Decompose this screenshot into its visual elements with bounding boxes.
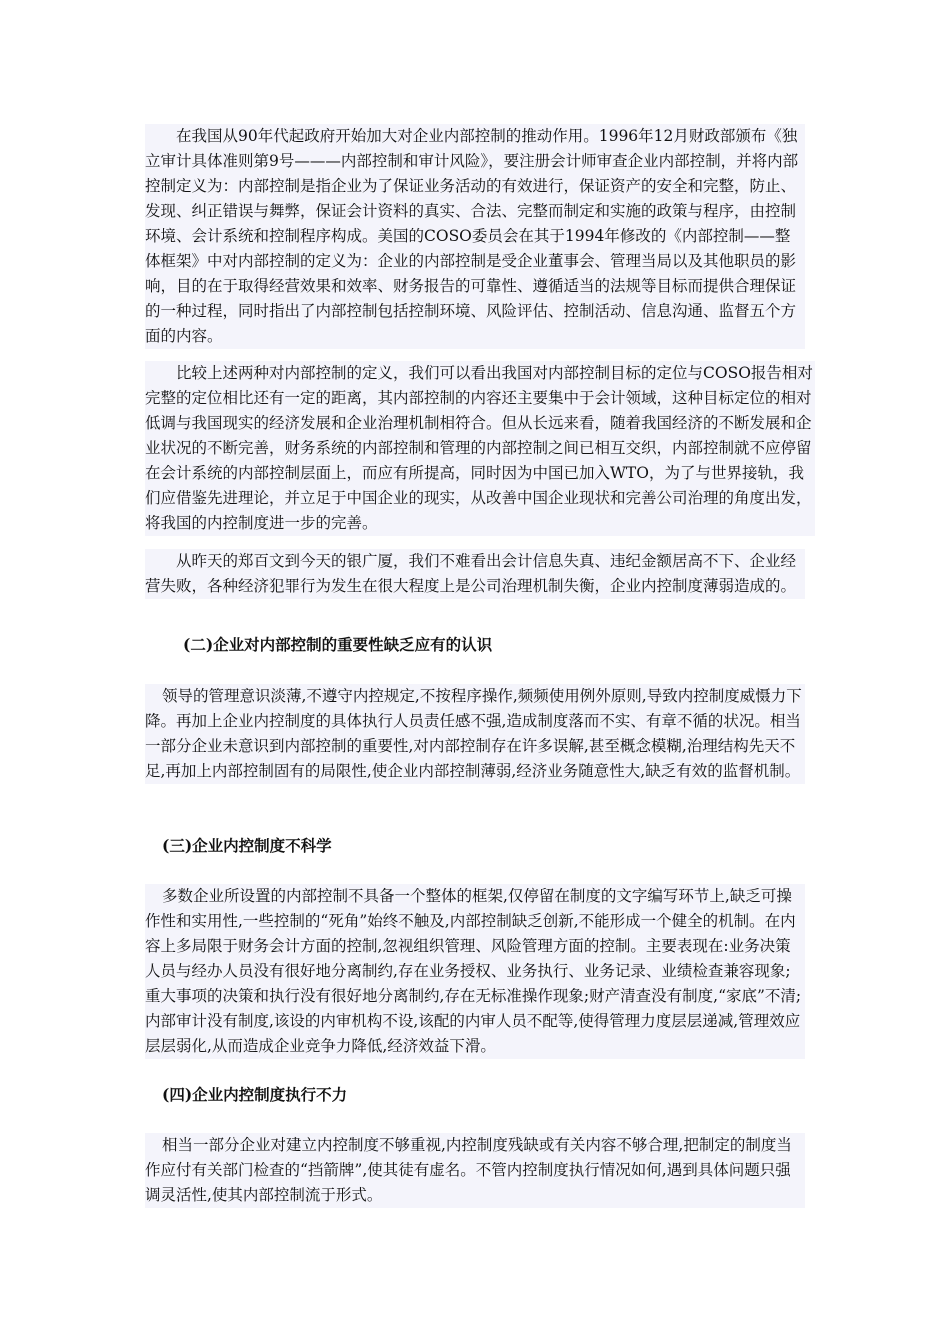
- section-heading-2: (二)企业对内部控制的重要性缺乏应有的认识: [183, 635, 493, 654]
- paragraph-1: 在我国从90年代起政府开始加大对企业内部控制的推动作用。1996年12月财政部颁布《独立审计具体准则第9号———内部控制和审计风险》，要注册会计师审查企业内部控制，并将内部控制定义为：内部控制是指企业为了保证业务活动的有效进行，保证资产的安全和完整，防止、发现、纠正错误与舞弊，保证会计资料的真实、合法、完整而制定和实施的政策与程序，由控制环境、会计系统和控制程序构成。美国的COSO委员会在其于1994年修改的《内部控制——整体框架》中对内部控制的定义为：企业的内部控制是受企业董事会、管理当局以及其他职员的影响，目的在于取得经营效果和效率、财务报告的可靠性、遵循适当的法规等目标而提供合理保证的一种过程，同时指出了内部控制包括控制环境、风险评估、控制活动、信息沟通、监督五个方面的内容。: [145, 124, 805, 349]
- paragraph-3: 从昨天的郑百文到今天的银广厦，我们不难看出会计信息失真、违纪金额居高不下、企业经营失败，各种经济犯罪行为发生在很大程度上是公司治理机制失衡，企业内控制度薄弱造成的。: [145, 549, 805, 599]
- section-heading-4: (四)企业内控制度执行不力: [162, 1085, 348, 1104]
- paragraph-5: 多数企业所设置的内部控制不具备一个整体的框架,仅停留在制度的文字编写环节上,缺乏可操作性和实用性,一些控制的“死角”始终不触及,内部控制缺乏创新,不能形成一个健全的机制。在内容上多局限于财务会计方面的控制,忽视组织管理、风险管理方面的控制。主要表现在:业务决策人员与经办人员没有很好地分离制约,存在业务授权、业务执行、业务记录、业绩检查兼容现象;重大事项的决策和执行没有很好地分离制约,存在无标准操作现象;财产清查没有制度,“家底”不清;内部审计没有制度,该设的内审机构不设,该配的内审人员不配等,使得管理力度层层递减,管理效应层层弱化,从而造成企业竞争力降低,经济效益下滑。: [145, 884, 805, 1059]
- paragraph-4: 领导的管理意识淡薄,不遵守内控规定,不按程序操作,频频使用例外原则,导致内控制度威慑力下降。再加上企业内控制度的具体执行人员责任感不强,造成制度落而不实、有章不循的状况。相当一部分企业未意识到内部控制的重要性,对内部控制存在许多误解,甚至概念模糊,治理结构先天不足,再加上内部控制固有的局限性,使企业内部控制薄弱,经济业务随意性大,缺乏有效的监督机制。: [145, 684, 805, 784]
- section-heading-3: (三)企业内控制度不科学: [162, 836, 332, 855]
- paragraph-2: 比较上述两种对内部控制的定义，我们可以看出我国对内部控制目标的定位与COSO报告相对完整的定位相比还有一定的距离，其内部控制的内容还主要集中于会计领域，这种目标定位的相对低调与我国现实的经济发展和企业治理机制相符合。但从长远来看，随着我国经济的不断发展和企业状况的不断完善，财务系统的内部控制和管理的内部控制之间已相互交织，内部控制就不应停留在会计系统的内部控制层面上，而应有所提高，同时因为中国已加入WTO，为了与世界接轨，我们应借鉴先进理论，并立足于中国企业的现实，从改善中国企业现状和完善公司治理的角度出发，将我国的内控制度进一步的完善。: [145, 361, 815, 536]
- paragraph-6: 相当一部分企业对建立内控制度不够重视,内控制度残缺或有关内容不够合理,把制定的制度当作应付有关部门检查的“挡箭牌”,使其徒有虚名。不管内控制度执行情况如何,遇到具体问题只强调灵活性,使其内部控制流于形式。: [145, 1133, 805, 1208]
